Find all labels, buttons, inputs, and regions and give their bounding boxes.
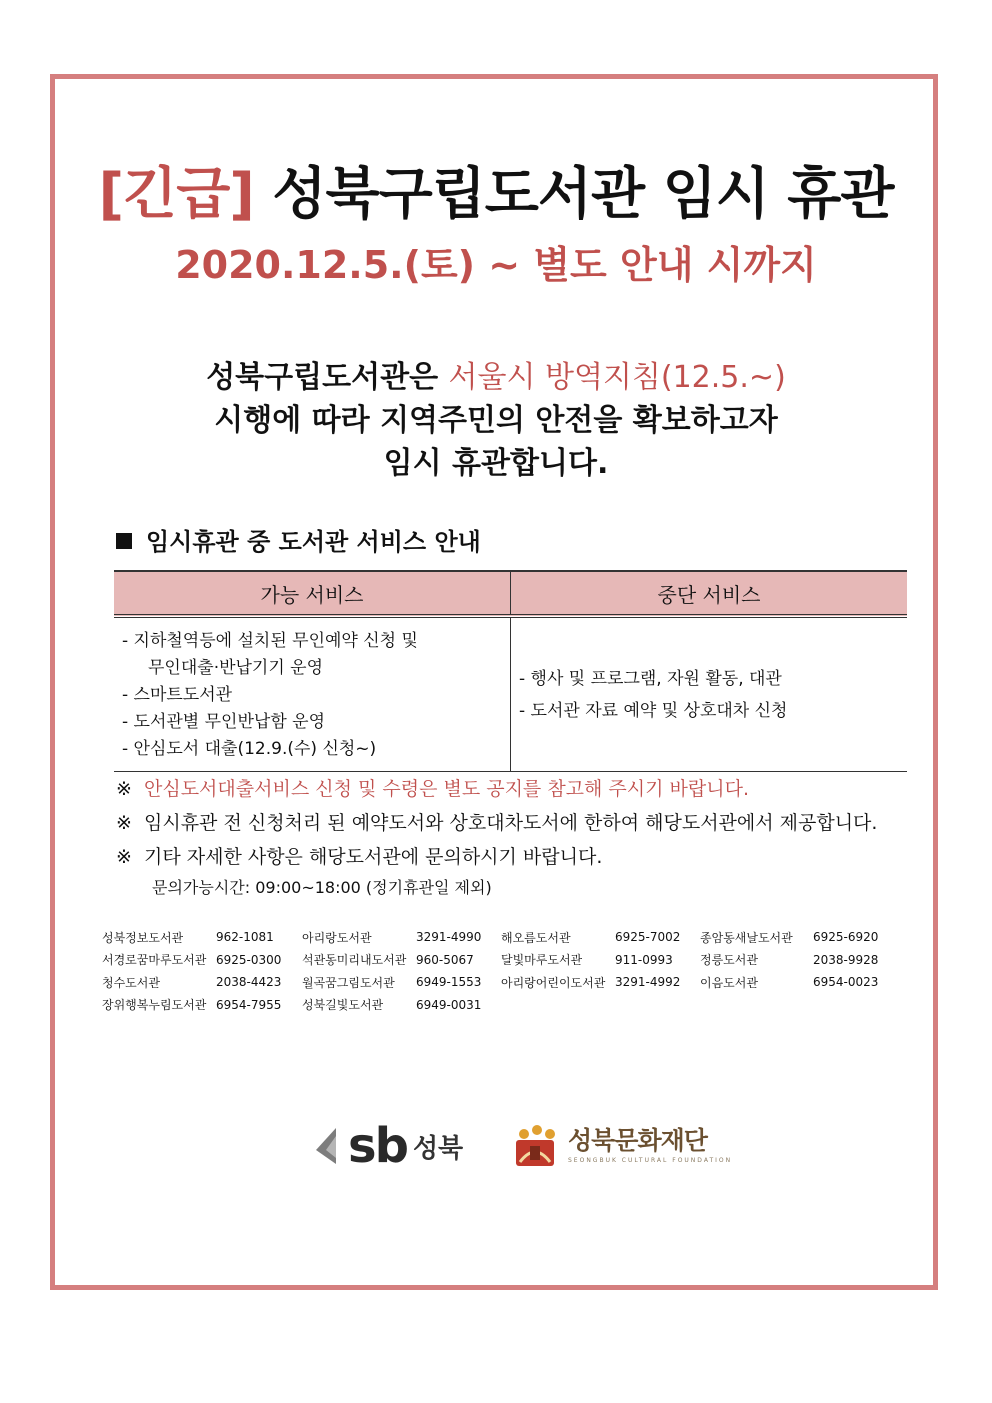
- sb-mark-icon: [314, 1126, 344, 1166]
- foundation-emblem-icon: [510, 1122, 562, 1168]
- library-name: 이음도서관: [700, 975, 758, 990]
- table-row: [102, 926, 883, 949]
- list-item: - 도서관 자료 예약 및 상호대차 신청: [519, 700, 788, 721]
- library-name: 장위행복누림도서관: [102, 998, 207, 1013]
- library-name: 아리랑도서관: [302, 930, 372, 945]
- library-phone: 2038-4423: [216, 975, 282, 990]
- note-item: [116, 806, 877, 840]
- library-phone: 6925-0300: [216, 952, 282, 967]
- library-phone: 962-1081: [216, 930, 274, 945]
- reference-mark-icon: ※: [116, 778, 132, 800]
- library-name: 아리랑어린이도서관: [501, 975, 606, 990]
- intro-line-3: 임시 휴관합니다.: [383, 446, 609, 481]
- table-row: [102, 949, 883, 972]
- inquiry-hours: 문의가능시간: 09:00~18:00 (정기휴관일 제외): [152, 878, 492, 897]
- library-directory: [102, 926, 883, 1016]
- seongbuk-gu-logo: [314, 1118, 464, 1174]
- note-text: 기타 자세한 사항은 해당도서관에 문의하시기 바랍니다.: [144, 846, 603, 868]
- title-main: 성북구립도서관 임시 휴관: [272, 162, 894, 227]
- library-phone: 6949-1553: [416, 975, 482, 990]
- list-item: - 행사 및 프로그램, 자원 활동, 대관: [519, 668, 782, 689]
- service-table: [114, 570, 907, 772]
- section-title-text: 임시휴관 중 도서관 서비스 안내: [146, 528, 481, 556]
- library-name: 달빛마루도서관: [501, 953, 583, 968]
- square-bullet-icon: [116, 533, 132, 549]
- suspended-services-cell: [511, 616, 908, 772]
- library-phone: 911-0993: [615, 952, 673, 967]
- list-item: - 안심도서 대출(12.9.(수) 신청~): [122, 739, 377, 759]
- table-row: [102, 971, 883, 994]
- list-item: 무인대출·반납기기 운영: [148, 658, 324, 678]
- intro-text: [0, 356, 992, 485]
- sb-logo-text: sb: [348, 1118, 407, 1174]
- title-urgent-tag: [긴급]: [98, 162, 254, 227]
- note-item: [116, 840, 877, 874]
- section-title: [116, 522, 481, 557]
- library-name: 종암동새날도서관: [700, 930, 793, 945]
- library-phone: 3291-4992: [615, 975, 681, 990]
- library-phone: 6954-7955: [216, 997, 282, 1012]
- library-phone: 6949-0031: [416, 997, 482, 1012]
- reference-mark-icon: ※: [116, 846, 132, 868]
- list-item: - 스마트도서관: [122, 685, 233, 705]
- library-phone: 6925-6920: [813, 930, 879, 945]
- reference-mark-icon: ※: [116, 812, 132, 834]
- note-text: 안심도서대출서비스 신청 및 수령은 별도 공지를 참고해 주시기 바랍니다.: [144, 778, 749, 800]
- intro-guideline-highlight: 서울시 방역지침(12.5.~): [448, 360, 786, 395]
- intro-line-1: [0, 356, 992, 399]
- page-title: [0, 160, 992, 230]
- closure-period: 2020.12.5.(토) ~ 별도 안내 시까지: [175, 243, 817, 287]
- library-name: 서경로꿈마루도서관: [102, 953, 207, 968]
- library-phone: 2038-9928: [813, 952, 879, 967]
- service-table-header: [114, 571, 907, 616]
- available-services-header: 가능 서비스: [114, 571, 511, 616]
- library-name: 석관동미리내도서관: [302, 953, 407, 968]
- intro-line-1-start: 성북구립도서관은: [206, 360, 439, 395]
- table-row: [102, 994, 883, 1017]
- library-name: 월곡꿈그림도서관: [302, 975, 395, 990]
- cultural-foundation-logo: [510, 1122, 732, 1168]
- available-services-cell: [114, 616, 511, 772]
- library-name: 성북정보도서관: [102, 930, 184, 945]
- service-table-row: [114, 616, 907, 772]
- note-item: [116, 772, 877, 806]
- intro-line-2: 시행에 따라 지역주민의 안전을 확보하고자: [214, 403, 778, 438]
- list-item: - 지하철역등에 설치된 무인예약 신청 및: [122, 631, 418, 651]
- library-phone: 6925-7002: [615, 930, 681, 945]
- foundation-name: 성북문화재단: [568, 1125, 707, 1155]
- list-item: - 도서관별 무인반납함 운영: [122, 712, 325, 732]
- foundation-english-name: SEONGBUK CULTURAL FOUNDATION: [568, 1156, 733, 1164]
- sb-logo-korean: 성북: [412, 1133, 464, 1164]
- library-name: 정릉도서관: [700, 953, 758, 968]
- library-phone: 6954-0023: [813, 975, 879, 990]
- notes: [116, 772, 877, 874]
- library-name: 해오름도서관: [501, 930, 571, 945]
- library-phone: 3291-4990: [416, 930, 482, 945]
- note-text: 임시휴관 전 신청처리 된 예약도서와 상호대차도서에 한하여 해당도서관에서 제공합니다.: [144, 812, 878, 834]
- library-name: 성북길빛도서관: [302, 998, 384, 1013]
- suspended-services-header: 중단 서비스: [511, 571, 908, 616]
- library-name: 청수도서관: [102, 975, 160, 990]
- library-phone: 960-5067: [416, 952, 474, 967]
